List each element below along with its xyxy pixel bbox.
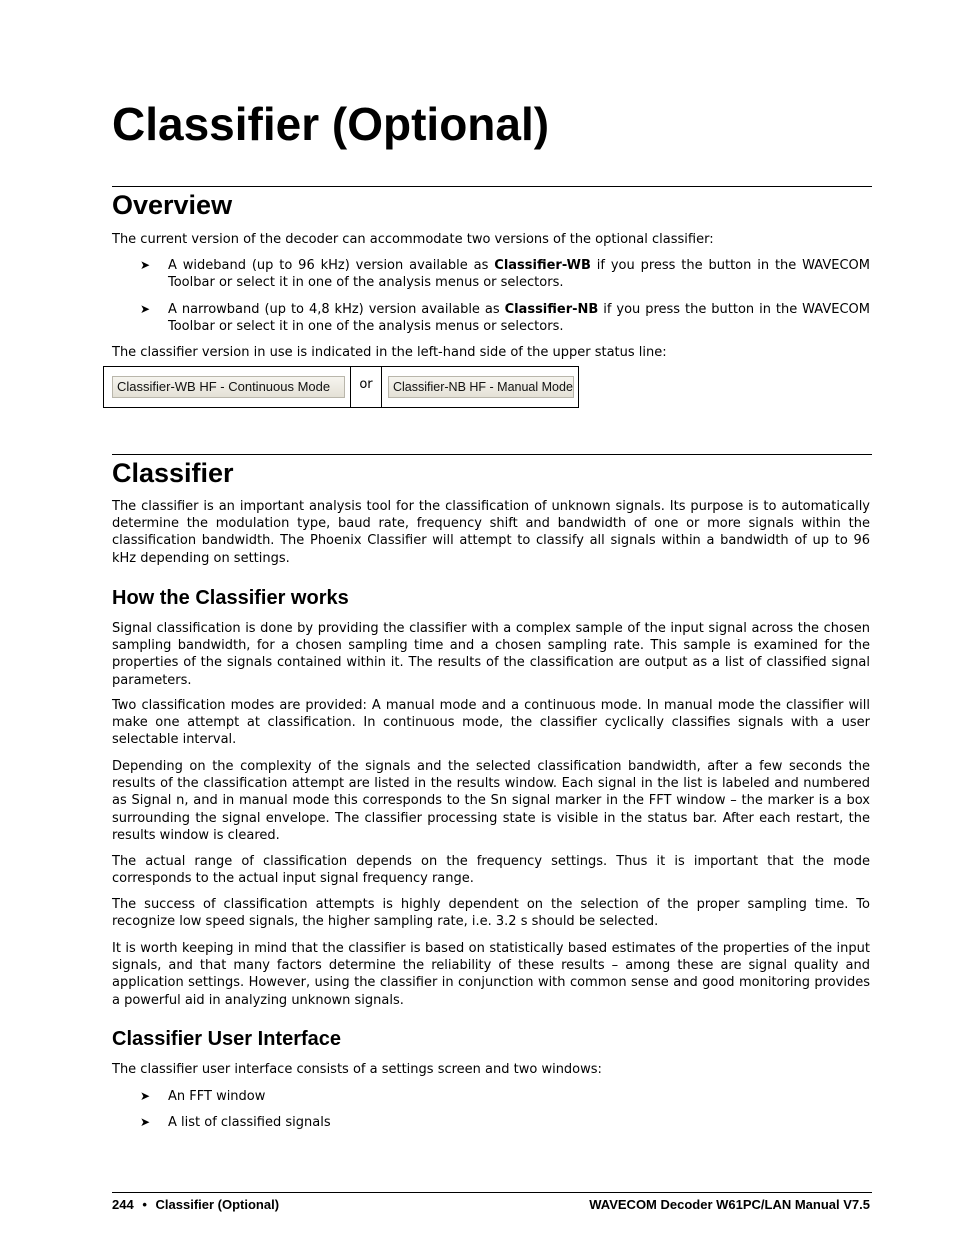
classifier-intro: The classifier is an important analysis tool for the classification of unknown signals. Its purpose is to automatically determine the modulation type, baud rate, frequency shift and bandwidth of one or more signals within the classification bandwidth. The Phoenix Classifier will attempt to classify all signals within a bandwidth of up to 96 kHz depending on settings. [112,499,870,566]
user-interface-heading: Classifier User Interface [112,1028,342,1050]
status-or-label: or [351,367,382,407]
footer-section: Classifier (Optional) [155,1197,280,1212]
status-bar-wb: Classifier-WB HF - Continuous Mode [112,376,345,398]
footer-separator: • [142,1197,147,1212]
status-cell-wb [104,367,351,407]
how-it-works-heading: How the Classifier works [112,587,349,609]
paragraph: Two classification modes are provided: A manual mode and a continuous mode. In manual mode the classifier will make one attempt at classification. In continuous mode, the classifier cyclically classifies signals with a user selectable interval. [112,698,870,748]
paragraph: The actual range of classification depends on the frequency settings. Thus it is important that the mode corresponds to the actual input signal frequency range. [112,854,870,887]
footer-left [112,1197,279,1212]
section-divider [112,186,872,187]
status-cell-nb [382,367,578,407]
footer-manual-title: WAVECOM Decoder W61PC/LAN Manual V7.5 [589,1197,870,1212]
footer-divider [112,1192,872,1193]
list-item: ➤ A narrowband (up to 4,8 kHz) version available as Classifier-NB if you press the button in the WAVECOM Toolbar or select it in one of the analysis menus or selectors. [140,302,870,335]
chapter-title: Classifier (Optional) [112,98,550,150]
paragraph: Signal classification is done by providing the classifier with a complex sample of the input signal across the chosen sampling bandwidth, for a chosen sampling time and a chosen sampling rate. This sample is examined for the properties of the signals contained within it. The results of the classification are output as a list of classified signal parameters. [112,621,870,688]
paragraph: The success of classification attempts is highly dependent on the selection of the proper sampling time. To recognize low speed signals, the higher sampling rate, i.e. 3.2 s should be selected. [112,897,870,930]
classifier-heading: Classifier [112,458,234,488]
arrow-bullet-icon: ➤ [140,1115,151,1129]
list-item: ➤ A wideband (up to 96 kHz) version available as Classifier-WB if you press the button in the WAVECOM Toolbar or select it in one of the analysis menus or selectors. [140,258,870,291]
status-line-examples [103,366,579,408]
user-interface-intro: The classifier user interface consists of a settings screen and two windows: [112,1062,602,1077]
overview-heading: Overview [112,190,233,220]
arrow-bullet-icon: ➤ [140,1089,151,1103]
overview-intro: The current version of the decoder can accommodate two versions of the optional classifier: [112,232,714,247]
status-bar-nb: Classifier-NB HF - Manual Mode [388,376,574,398]
page-number: 244 [112,1197,134,1212]
list-item: ➤ An FFT window [140,1089,266,1104]
status-note: The classifier version in use is indicated in the left-hand side of the upper status line: [112,345,667,360]
paragraph: It is worth keeping in mind that the classifier is based on statistically based estimates of the properties of the input signals, and that many factors determine the reliability of these results – among these are signal quality and application settings. However, using the classifier in conjunction with common sense and good monitoring provides a powerful aid in analyzing unknown signals. [112,941,870,1008]
arrow-bullet-icon: ➤ [140,302,151,316]
paragraph: Depending on the complexity of the signals and the selected classification bandwidth, after a few seconds the results of the classification attempt are listed in the results window. Each signal in the list is labeled and numbered as Signal n, and in manual mode this corresponds to the Sn signal marker in the FFT window – the marker is a box surrounding the signal envelope. The classifier processing state is visible in the status bar. After each restart, the results window is cleared. [112,759,870,843]
arrow-bullet-icon: ➤ [140,258,151,272]
section-divider [112,454,872,455]
list-item: ➤ A list of classified signals [140,1115,331,1130]
